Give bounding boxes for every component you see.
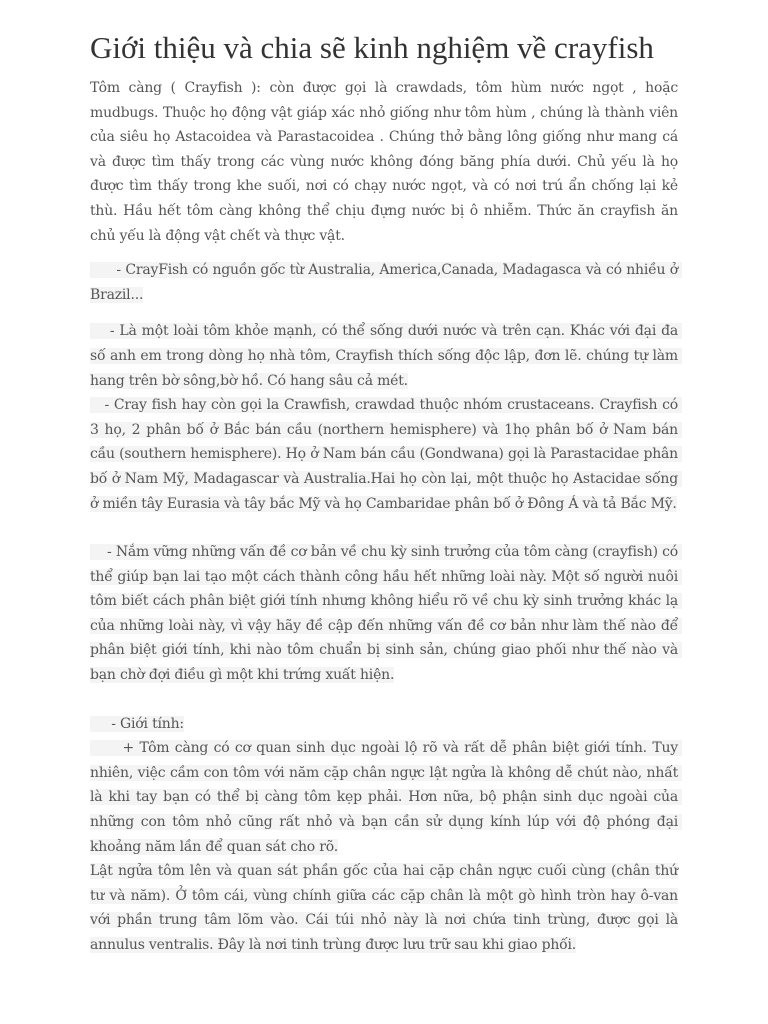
paragraph-lifecycle: [90, 540, 683, 688]
paragraph-gender-heading: [90, 712, 678, 737]
paragraph-observation-text: Lật ngửa tôm lên và quan sát phần gốc của hai cặp chân ngực cuối cùng (chân thứ tư và năm). Ở tôm cái, vùng chính giữa các cặp chân là một gò hình tròn hay ô-van với phần trung tâm lõm vào. Cái túi nhỏ này là nơi chứa tinh trùng, được gọi là annulus ventralis. Đây là nơi tinh trùng được lưu trữ sau khi giao phối.: [90, 863, 678, 953]
spacer: [90, 248, 678, 258]
paragraph-gender-detail-text: + Tôm càng có cơ quan sinh dục ngoài lộ rõ và rất dễ phân biệt giới tính. Tuy nhiên, việc cầm con tôm với năm cặp chân ngực lật ngửa là không dễ chút nào, nhất là khi tay bạn có thể bị càng tôm kẹp phải. Hơn nữa, bộ phận sinh dục ngoài của những con tôm nhỏ cũng rất nhỏ và bạn cần sử dụng kính lúp với độ phóng đại khoảng năm lần để quan sát cho rõ.: [90, 740, 683, 855]
article: [90, 28, 683, 958]
paragraph-origin-text: - CrayFish có nguồn gốc từ Australia, America,Canada, Madagasca và có nhiều ở Brazil...: [90, 262, 683, 303]
paragraph-habitat: [90, 319, 683, 393]
paragraph-habitat-text: - Là một loài tôm khỏe mạnh, có thể sống dưới nước và trên cạn. Khác với đại đa số anh em trong dòng họ nhà tôm, Crayfish thích sống độc lập, đơn lẽ. chúng tự làm hang trên bờ sông,bờ hồ. Có hang sâu cả mét.: [90, 323, 683, 389]
article-title: Giới thiệu và chia sẽ kinh nghiệm về crayfish: [90, 30, 654, 65]
paragraph-families: [90, 393, 683, 516]
paragraph-observation: [90, 859, 678, 957]
paragraph-gender-heading-text: - Giới tính:: [90, 715, 184, 732]
paragraph-origin: [90, 258, 683, 307]
spacer: [90, 516, 678, 540]
paragraph-lifecycle-text: - Nắm vững những vấn đề cơ bản về chu kỳ sinh trưởng của tôm càng (crayfish) có thể giúp bạn lai tạo một cách thành công hầu hết những loài này. Một số người nuôi tôm biết cách phân biệt giới tính nhưng không hiểu rõ về chu kỳ sinh trưởng khác lạ của những loài này, vì vậy hãy đề cập đến những vấn đề cơ bản như làm thế nào để phân biệt giới tính, khi nào tôm chuẩn bị sinh sản, chúng giao phối như thế nào và bạn chờ đợi điều gì một khi trứng xuất hiện.: [90, 544, 683, 684]
spacer: [90, 307, 678, 319]
paragraph-families-text: - Cray fish hay còn gọi la Crawfish, crawdad thuộc nhóm crustaceans. Crayfish có 3 họ, 2 phân bố ở Bắc bán cầu (northern hemisphere) và 1họ phân bố ở Nam bán cầu (southern hemisphere). Họ ở Nam bán cầu (Gondwana) gọi là Parastacidae phân bố ở Nam Mỹ, Madagascar và Australia.Hai họ còn lại, một thuộc họ Astacidae sống ở miền tây Eurasia và tây bắc Mỹ và họ Cambaridae phân bố ở Đông Á và tả Bắc Mỹ.: [90, 397, 683, 512]
paragraph-gender-detail: [90, 736, 683, 859]
spacer: [90, 688, 678, 712]
paragraph-intro-text: Tôm càng ( Crayfish ): còn được gọi là crawdads, tôm hùm nước ngọt , hoặc mudbugs. Thuộc họ động vật giáp xác nhỏ giống như tôm hùm , chúng là thành viên của siêu họ Astacoidea và Parastacoidea . Chúng thở bằng lông giống như mang cá và được tìm thấy trong các vùng nước không đóng băng phía dưới. Chủ yếu là họ được tìm thấy trong khe suối, nơi có chạy nước ngọt, và có nơi trú ẩn chống lại kẻ thù. Hầu hết tôm càng không thể chịu đựng nước bị ô nhiễm. Thức ăn crayfish ăn chủ yếu là động vật chết và thực vật.: [90, 80, 678, 244]
paragraph-intro: [90, 76, 678, 248]
